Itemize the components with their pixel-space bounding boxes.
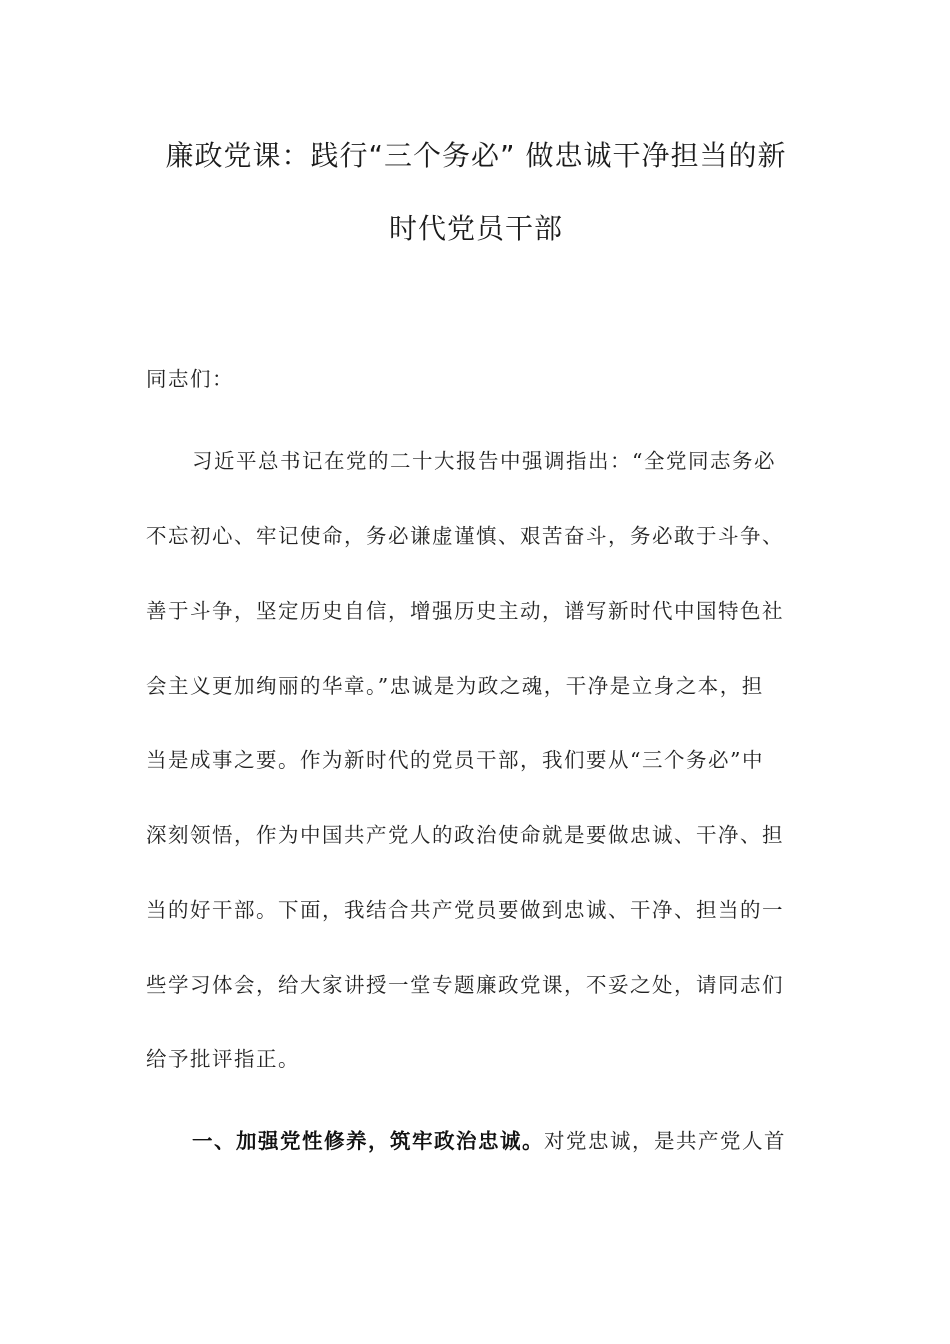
salutation: 同志们： [146, 367, 234, 391]
paragraph-line: 当是成事之要。作为新时代的党员干部，我们要从“三个务必”中 [146, 748, 764, 772]
paragraph-line: 些学习体会，给大家讲授一堂专题廉政党课，不妥之处，请同志们 [146, 973, 784, 997]
paragraph-line: 不忘初心、牢记使命，务必谦虚谨慎、艰苦奋斗，务必敢于斗争、 [146, 524, 784, 548]
paragraph-line: 当的好干部。下面，我结合共产党员要做到忠诚、干净、担当的一 [146, 898, 784, 922]
paragraph-line: 善于斗争，坚定历史自信，增强历史主动，谱写新时代中国特色社 [146, 599, 784, 623]
paragraph-line: 会主义更加绚丽的华章。”忠诚是为政之魂，干净是立身之本，担 [146, 674, 764, 698]
paragraph-line: 深刻领悟，作为中国共产党人的政治使命就是要做忠诚、干净、担 [146, 823, 784, 847]
section-1-line [192, 1126, 806, 1156]
document-title-line-2: 时代党员干部 [388, 212, 563, 245]
document-title-line-1: 廉政党课：践行“三个务必” 做忠诚干净担当的新 [165, 139, 787, 172]
section-1-text: 对党忠诚，是共产党人首 [544, 1129, 786, 1153]
paragraph-line: 习近平总书记在党的二十大报告中强调指出：“全党同志务必 [192, 449, 776, 473]
paragraph-line: 给予批评指正。 [146, 1047, 300, 1071]
section-1-heading: 一、加强党性修养，筑牢政治忠诚。 [192, 1129, 544, 1153]
